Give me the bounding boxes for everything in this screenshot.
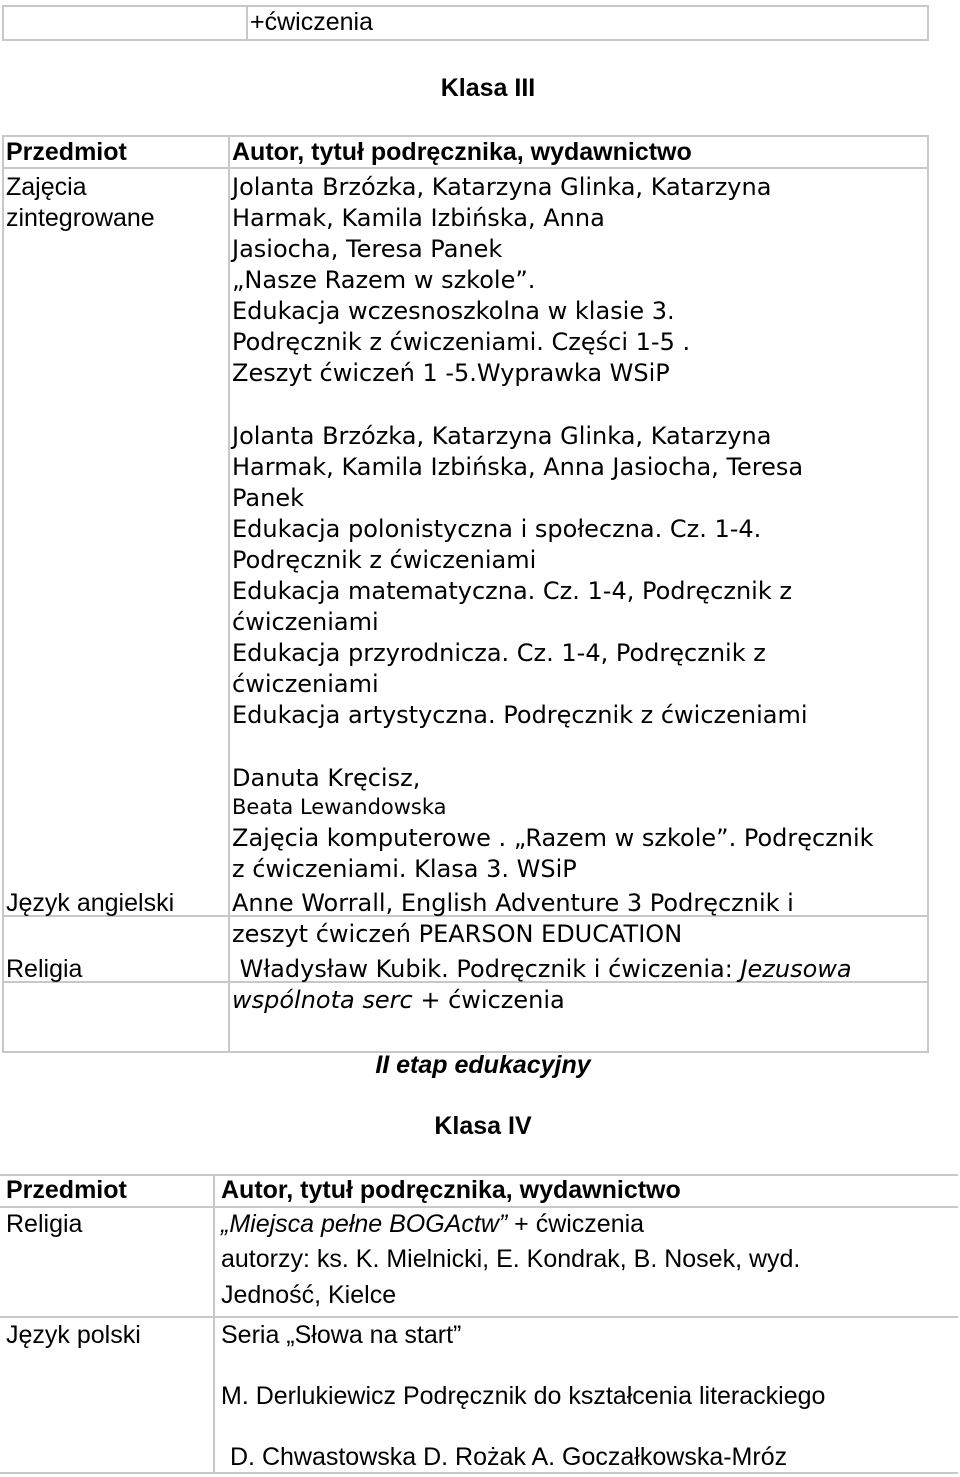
klasa4-header-details: Autor, tytuł podręcznika, wydawnictwo <box>221 1176 681 1204</box>
block2-line: Podręcznik z ćwiczeniami <box>232 546 537 574</box>
block2-line: Edukacja przyrodnicza. Cz. 1-4, Podręcznik z <box>232 639 766 667</box>
block1-line: Jolanta Brzózka, Katarzyna Glinka, Katarzyna <box>232 173 772 201</box>
zintegrowane-subject-line: Zajęcia <box>6 173 87 201</box>
polski-subject: Język polski <box>6 1321 141 1349</box>
angielski-line: zeszyt ćwiczeń PEARSON EDUCATION <box>232 920 683 948</box>
religia3-line2-italic: wspólnota serc <box>232 986 413 1014</box>
block2-line: ćwiczeniami <box>232 670 379 698</box>
religia3-line2 <box>232 985 565 1016</box>
block2-line: Panek <box>232 484 304 512</box>
religia3-line1-italic: Jezusowa <box>740 955 852 983</box>
religia4-subject: Religia <box>6 1210 83 1238</box>
angielski-subject: Język angielski <box>6 889 175 917</box>
block1-line: Jasiocha, Teresa Panek <box>232 235 503 263</box>
etap-heading: II etap edukacyjny <box>375 1051 591 1079</box>
religia4-line1-plain: + ćwiczenia <box>507 1210 645 1238</box>
block1-line: Zeszyt ćwiczeń 1 -5.Wyprawka WSiP <box>232 359 670 387</box>
polski-line3: D. Chwastowska D. Rożak A. Goczałkowska-Mróz <box>230 1443 788 1471</box>
klasa4-heading: Klasa IV <box>434 1112 532 1140</box>
klasa3-header-subject: Przedmiot <box>6 138 127 166</box>
top-text-cell <box>247 6 928 40</box>
block2-line: Edukacja polonistyczna i społeczna. Cz. 1-4. <box>232 515 762 543</box>
religia3-line1-plain: Władysław Kubik. Podręcznik i ćwiczenia: <box>232 955 741 983</box>
block3-line: Danuta Kręcisz, <box>232 764 421 792</box>
block1-line: Harmak, Kamila Izbińska, Anna <box>232 204 605 232</box>
klasa3-subject-cell <box>3 168 229 916</box>
religia4-line1-italic: „Miejsca pełne BOGActw” <box>221 1210 508 1238</box>
religia4-line3: Jedność, Kielce <box>221 1281 397 1309</box>
top-text: +ćwiczenia <box>250 8 373 36</box>
polski-line1: Seria „Słowa na start” <box>221 1321 462 1349</box>
polski-line2: M. Derlukiewicz Podręcznik do kształcenia literackiego <box>221 1382 826 1410</box>
block2-line: ćwiczeniami <box>232 608 379 636</box>
block2-line: Jolanta Brzózka, Katarzyna Glinka, Katarzyna <box>232 422 772 450</box>
klasa3-rel-subject-cell <box>3 982 229 1052</box>
religia3-subject: Religia <box>6 955 83 983</box>
top-empty-cell <box>3 6 247 40</box>
block2-line: Edukacja artystyczna. Podręcznik z ćwiczeniami <box>232 701 808 729</box>
klasa3-header-details: Autor, tytuł podręcznika, wydawnictwo <box>232 138 692 166</box>
angielski-line: Anne Worrall, English Adventure 3 Podręcznik i <box>232 889 794 917</box>
block1-line: Podręcznik z ćwiczeniami. Części 1-5 . <box>232 328 691 356</box>
klasa4-header-subject: Przedmiot <box>6 1176 127 1204</box>
zintegrowane-subject-line: zintegrowane <box>6 204 155 232</box>
block2-line: Edukacja matematyczna. Cz. 1-4, Podręcznik z <box>232 577 792 605</box>
religia3-line1 <box>232 954 852 985</box>
block1-line: „Nasze Razem w szkole”. <box>232 266 536 294</box>
religia4-line2: autorzy: ks. K. Mielnicki, E. Kondrak, B. Nosek, wyd. <box>221 1245 801 1273</box>
block2-line: Harmak, Kamila Izbińska, Anna Jasiocha, Teresa <box>232 453 804 481</box>
religia3-line2-plain: + ćwiczenia <box>412 986 565 1014</box>
block1-line: Edukacja wczesnoszkolna w klasie 3. <box>232 297 675 325</box>
block3-line: Beata Lewandowska <box>232 795 447 819</box>
top-table <box>2 5 929 41</box>
klasa3-heading: Klasa III <box>440 74 536 102</box>
block3-line: Zajęcia komputerowe . „Razem w szkole”. Podręcznik <box>232 824 874 852</box>
religia4-line1 <box>221 1209 644 1240</box>
block3-line: z ćwiczeniami. Klasa 3. WSiP <box>232 855 577 883</box>
